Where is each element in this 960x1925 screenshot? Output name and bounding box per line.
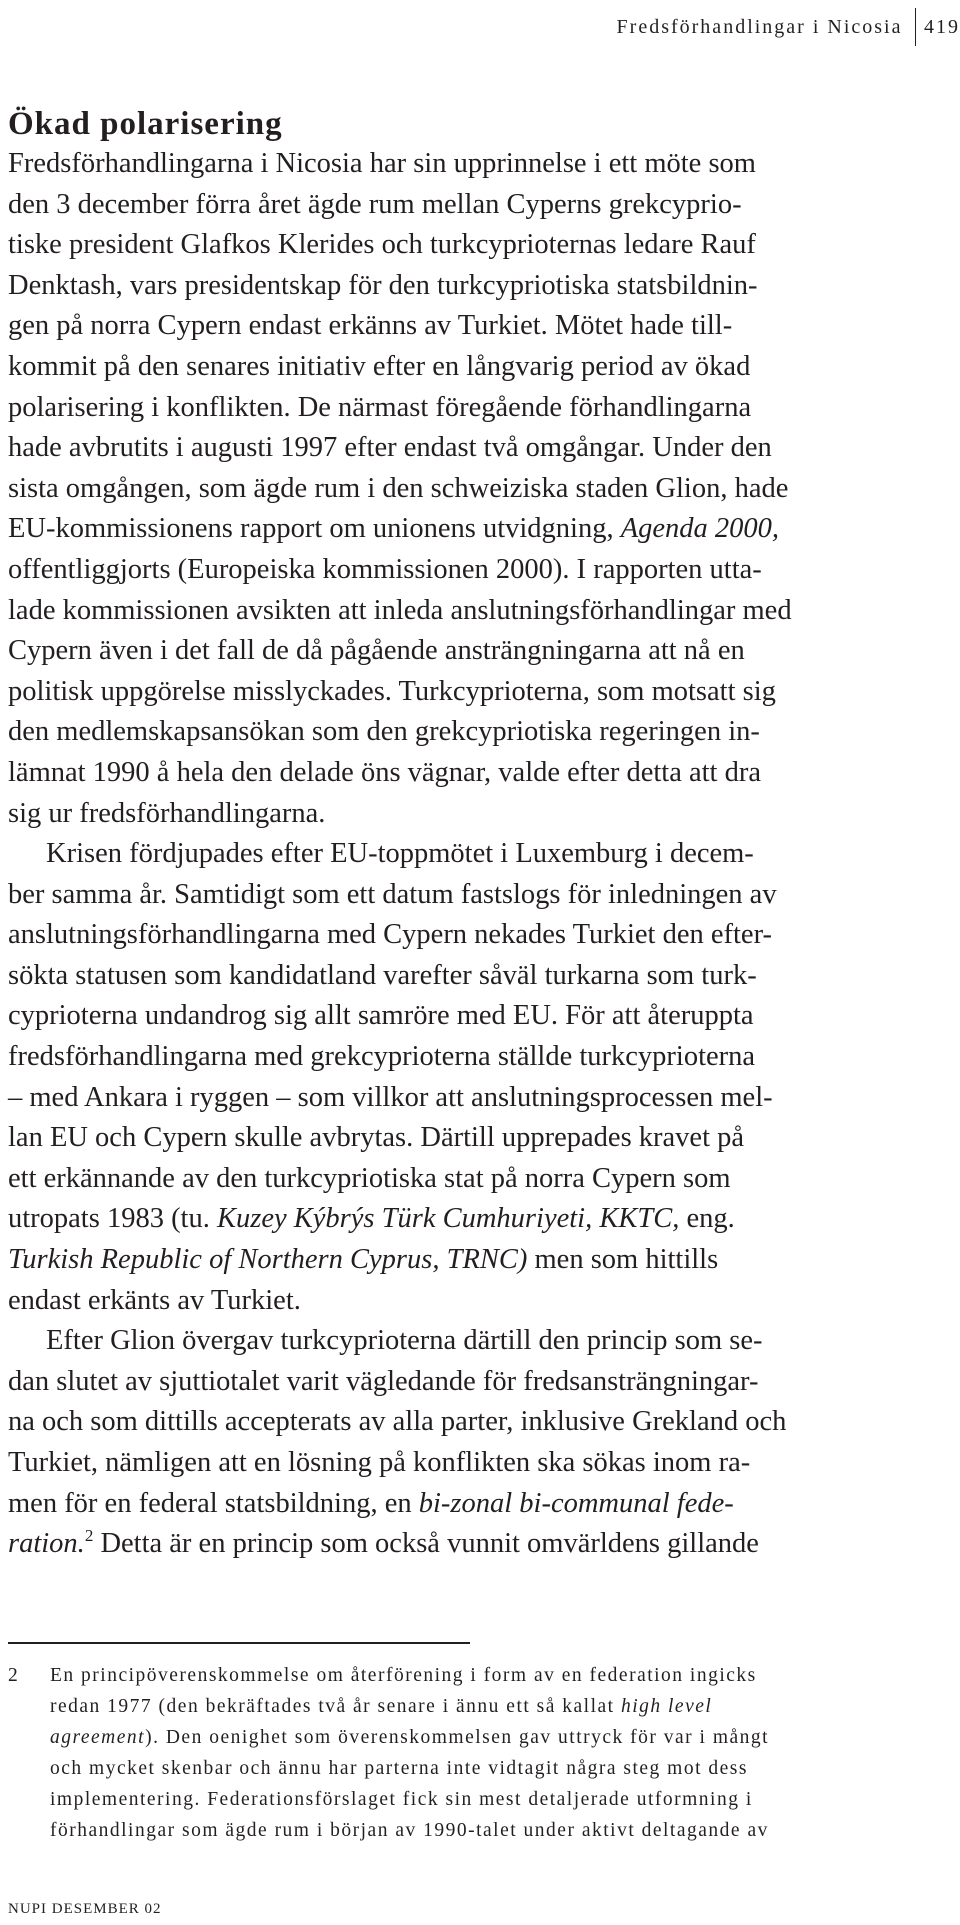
text-run: men som hittills endast erkänts av Turkiet. xyxy=(8,1244,719,1316)
text-run: Efter Glion övergav turkcyprioterna därtill den princip som se- dan slutet av sjuttiotalet varit vägledande för fredsansträngningar- na och som dittills accepterats av alla parter, inklusive Grekland och Turkiet, nämligen att en lösning på konflikten ska sökas inom ra- men för en federal statsbildning, en xyxy=(8,1325,787,1519)
italic-text: Agenda 2000, xyxy=(620,513,780,545)
text-run: Fredsförhandlingarna i Nicosia har sin upprinnelse i ett möte som den 3 december förra året ägde rum mellan Cyperns grekcyprio- tiske president Glafkos Klerides och turkcyprioternas ledare Rauf Denktash, vars presidentskap för den turkcypriotiska statsbildnin- gen på norra Cypern endast erkänns av Turkiet. Mötet hade till- kommit på den senares initiativ efter en långvarig period av ökad polarisering i konflikten. De närmast föregående förhandlingarna hade avbrutits i augusti 1997 efter endast två omgångar. Under den sista omgången, som ägde rum i den schweiziska staden Glion, hade EU-kommissionens rapport om unionens utvidgning, xyxy=(8,148,789,545)
paragraph xyxy=(8,144,954,834)
running-foot: NUPI DESEMBER 02 xyxy=(8,1901,162,1917)
running-title: Fredsförhandlingar i Nicosia xyxy=(616,15,903,38)
italic-text: Kuzey Kýbrýs Türk Cumhuriyeti, KKTC, xyxy=(216,1203,680,1235)
footnote xyxy=(8,1660,954,1846)
footnote-text xyxy=(50,1660,954,1846)
italic-text: Turkish Republic of Northern Cyprus, TRNC) xyxy=(8,1244,528,1276)
paragraph xyxy=(8,834,954,1321)
running-head xyxy=(617,8,960,46)
text-run: Krisen fördjupades efter EU-toppmötet i Luxemburg i decem- ber samma år. Samtidigt som ett datum fastslogs för inledningen av anslutningsförhandlingarna med Cypern nekades Turkiet den efter- sökta statusen som kandidatland varefter såväl turkarna som turk- cyprioterna undandrog sig allt samröre med EU. För att återuppta fredsförhandlingarna med grekcyprioterna ställde turkcyprioterna – med Ankara i ryggen – som villkor att anslutningsprocessen mel- lan EU och Cypern skulle avbrytas. Därtill upprepades kravet på ett erkännande av den turkcypriotiska stat på norra Cypern som utropats 1983 (tu. xyxy=(8,838,777,1235)
footnote-reference: 2 xyxy=(84,1526,94,1546)
footnote-rule xyxy=(8,1642,470,1644)
body-text xyxy=(8,144,954,1565)
text-run: Detta är en princip som också vunnit omvärldens gillande xyxy=(93,1528,759,1560)
text-run: ). Den oenighet som överenskommelsen gav uttryck för var i mångt och mycket skenbar och ännu har parterna inte vidtagit några steg mot dess implementering. Federationsförslaget fick sin mest detaljerade utformning i förhandlingar som ägde rum i början av 1990-talet under aktivt deltagande av xyxy=(50,1727,770,1841)
text-run: En principöverenskommelse om återförening i form av en federation ingicks redan 1977 (den bekräftades två år senare i ännu ett så kallat xyxy=(50,1665,757,1717)
section-heading: Ökad polarisering xyxy=(8,106,283,142)
italic-text: bi-zonal bi-communal fede- ration. xyxy=(8,1487,734,1560)
footnote-number: 2 xyxy=(8,1665,20,1686)
text-run: offentliggjorts (Europeiska kommissionen 2000). I rapporten utta- lade kommissionen avsikten att inleda anslutningsförhandlingar med Cypern även i det fall de då pågående ansträngningarna att nå en politisk uppgörelse misslyckades. Turkcyprioterna, som motsatt sig den medlemskapsansökan som den grekcypriotiska regeringen in- lämnat 1990 å hela den delade öns vägnar, valde efter detta att dra sig ur fredsförhandlingarna. xyxy=(8,553,792,829)
page-number: 419 xyxy=(924,15,960,38)
paragraph xyxy=(8,1321,954,1565)
italic-text: high level agreement xyxy=(50,1696,713,1748)
main-content xyxy=(8,104,954,1565)
text-run: eng. xyxy=(686,1203,735,1235)
